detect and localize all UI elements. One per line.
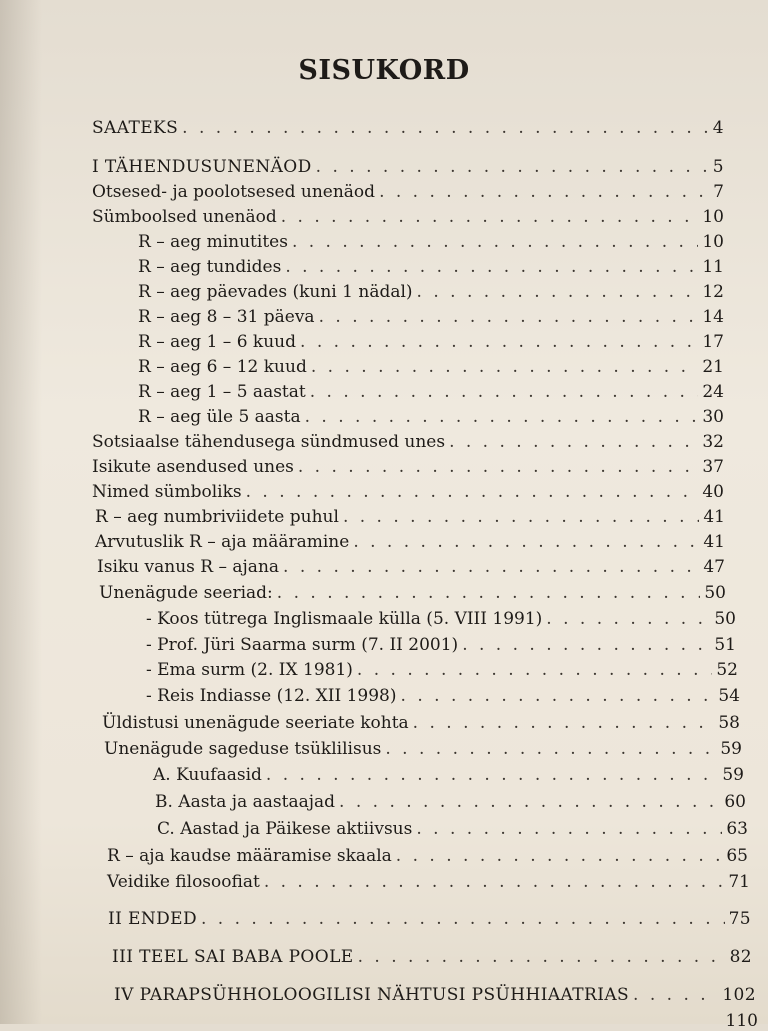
toc-page-number: 71 [728, 872, 750, 892]
toc-entry-label: - Reis Indiasse (12. XII 1998) [146, 686, 397, 706]
toc-page-number: 12 [702, 282, 724, 302]
toc-page-number: 21 [702, 357, 724, 377]
toc-entry-label: Nimed sümboliks [92, 482, 242, 502]
toc-entry-label: R – aeg päevades (kuni 1 nädal) [138, 282, 413, 302]
toc-entry-label: Arvutuslik R – aja määramine [95, 532, 350, 552]
toc-entry-label: Otsesed- ja poolotsesed unenäod [92, 182, 376, 202]
toc-entry-label: R – aeg üle 5 aasta [138, 407, 301, 427]
toc-page-number: 54 [718, 686, 740, 706]
toc-entry[interactable] [138, 232, 724, 252]
toc-page-number: 102 [722, 985, 756, 1005]
dot-leader [285, 257, 698, 277]
toc-page-number: 41 [703, 507, 725, 527]
dot-leader [343, 507, 699, 527]
toc-entry-label: III TEEL SAI BABA POOLE [112, 947, 354, 967]
toc-page-number: 47 [703, 557, 725, 577]
toc-entry-label: R – aeg 1 – 6 kuud [138, 332, 297, 352]
dot-leader [246, 482, 699, 502]
toc-page-number: 10 [702, 207, 724, 227]
toc-entry[interactable] [138, 282, 724, 302]
toc-entry-label: B. Aasta ja aastaajad [155, 792, 336, 812]
toc-page-number: 82 [729, 947, 752, 967]
dot-leader [413, 713, 715, 733]
toc-page-number: 52 [716, 660, 738, 680]
toc-entry[interactable] [97, 557, 725, 577]
toc-page-number: 59 [722, 765, 744, 785]
toc-entry-chapter-2[interactable] [108, 909, 751, 929]
toc-entry-label: IV PARAPSÜHHOLOOGILISI NÄHTUSI PSÜHHIAATRIAS [114, 985, 630, 1005]
toc-entry-cut-off[interactable] [114, 1011, 758, 1031]
toc-page-number: 10 [702, 232, 724, 252]
dot-leader [266, 765, 718, 785]
dot-leader [182, 118, 709, 138]
toc-entry[interactable] [92, 207, 724, 227]
toc-entry-label: - Koos tütrega Inglismaale külla (5. VIII 1991) [146, 609, 543, 629]
toc-entry-label: Isikute asendused unes [92, 457, 294, 477]
dot-leader [633, 985, 718, 1005]
toc-page-number: 65 [726, 846, 748, 866]
dot-leader [379, 182, 709, 202]
toc-entry[interactable] [146, 660, 738, 680]
toc-page-number: 75 [728, 909, 751, 929]
toc-page-number: 37 [702, 457, 724, 477]
toc-entry-label: SAATEKS [92, 118, 179, 138]
toc-entry-label: Üldistusi unenägude seeriate kohta [102, 713, 409, 733]
toc-entry[interactable] [146, 609, 736, 629]
toc-entry[interactable] [95, 507, 725, 527]
toc-entry[interactable] [153, 765, 744, 785]
toc-entry-label: A. Kuufaasid [153, 765, 262, 785]
toc-page-number: 63 [726, 819, 748, 839]
toc-page-number: 5 [712, 157, 724, 177]
toc-page-number: 50 [714, 609, 736, 629]
dot-leader [305, 407, 699, 427]
toc-entry[interactable] [138, 357, 724, 377]
toc-entry[interactable] [107, 872, 750, 892]
toc-entry-label: - Ema surm (2. IX 1981) [146, 660, 353, 680]
toc-entry-label: Sotsiaalse tähendusega sündmused unes [92, 432, 446, 452]
toc-entry[interactable] [92, 482, 724, 502]
toc-page-number: 4 [712, 118, 724, 138]
toc-entry-label: I TÄHENDUSUNENÄOD [92, 157, 312, 177]
toc-entry[interactable] [146, 635, 736, 655]
dot-leader [283, 557, 699, 577]
toc-entry[interactable] [92, 457, 724, 477]
toc-entry[interactable] [138, 257, 724, 277]
dot-leader [401, 686, 715, 706]
dot-leader [319, 307, 699, 327]
toc-entry-label: R – aeg tundides [138, 257, 282, 277]
dot-leader [300, 332, 698, 352]
toc-page-number: 24 [702, 382, 724, 402]
dot-leader [385, 739, 716, 759]
dot-leader [358, 947, 726, 967]
toc-entry-label: R – aeg 1 – 5 aastat [138, 382, 306, 402]
toc-entry-label: R – aeg 8 – 31 päeva [138, 307, 315, 327]
toc-entry[interactable] [104, 739, 742, 759]
toc-entry-label: - Prof. Jüri Saarma surm (7. II 2001) [146, 635, 459, 655]
toc-page-number: 59 [720, 739, 742, 759]
dot-leader [462, 635, 710, 655]
toc-entry[interactable] [138, 407, 724, 427]
toc-page-number: 40 [702, 482, 724, 502]
toc-entry-label: Unenägude seeriad: [99, 583, 273, 603]
toc-entry[interactable] [138, 307, 724, 327]
dot-leader [310, 382, 699, 402]
toc-entry[interactable] [146, 686, 740, 706]
toc-entry-chapter-3[interactable] [112, 947, 752, 967]
toc-entry-label: R – aeg 6 – 12 kuud [138, 357, 307, 377]
toc-entry-label: Isiku vanus R – ajana [97, 557, 280, 577]
toc-page-number: 60 [724, 792, 746, 812]
dot-leader [292, 232, 698, 252]
dot-leader [277, 583, 701, 603]
toc-entry-label: C. Aastad ja Päikese aktiivsus [157, 819, 413, 839]
toc-entry-label: Unenägude sageduse tsüklilisus [104, 739, 382, 759]
dot-leader [316, 157, 709, 177]
dot-leader [417, 282, 699, 302]
toc-page-number: 51 [714, 635, 736, 655]
toc-entry[interactable] [107, 846, 748, 866]
dot-leader [353, 532, 699, 552]
toc-page-number: 17 [702, 332, 724, 352]
toc-page-number: 50 [704, 583, 726, 603]
page-title: SISUKORD [298, 55, 470, 86]
toc-entry-label: Veidike filosoofiat [107, 872, 260, 892]
dot-leader [298, 457, 698, 477]
toc-page-number: 14 [702, 307, 724, 327]
toc-entry[interactable] [157, 819, 748, 839]
toc-entry-chapter-1[interactable] [92, 157, 724, 177]
toc-entry-chapter-4[interactable] [114, 985, 756, 1005]
dot-leader [339, 792, 720, 812]
dot-leader [416, 819, 722, 839]
dot-leader [357, 660, 712, 680]
dot-leader [201, 909, 725, 929]
toc-page-number: 110 [725, 1011, 758, 1031]
toc-entry[interactable] [138, 382, 724, 402]
toc-entry[interactable] [95, 532, 725, 552]
toc-page-number: 11 [702, 257, 724, 277]
toc-entry[interactable] [92, 182, 724, 202]
toc-entry-label: Sümboolsed unenäod [92, 207, 277, 227]
toc-page-number: 7 [713, 182, 724, 202]
toc-entry-label: R – aja kaudse määramise skaala [107, 846, 392, 866]
toc-entry[interactable] [99, 583, 726, 603]
toc-page-number: 41 [703, 532, 725, 552]
dot-leader [311, 357, 699, 377]
dot-leader [264, 872, 725, 892]
toc-page-number: 30 [702, 407, 724, 427]
toc-entry[interactable] [102, 713, 740, 733]
dot-leader [546, 609, 710, 629]
toc-entry-label: R – aeg minutites [138, 232, 288, 252]
toc-page-number: 58 [718, 713, 740, 733]
toc-entry[interactable] [138, 332, 724, 352]
dot-leader [396, 846, 723, 866]
toc-page-number: 32 [702, 432, 724, 452]
toc-entry[interactable] [92, 432, 724, 452]
dot-leader [449, 432, 698, 452]
dot-leader [281, 207, 699, 227]
toc-entry-saateks[interactable] [92, 118, 724, 138]
toc-entry[interactable] [155, 792, 746, 812]
toc-entry-label: R – aeg numbriviidete puhul [95, 507, 339, 527]
toc-entry-label: II ENDED [108, 909, 197, 929]
